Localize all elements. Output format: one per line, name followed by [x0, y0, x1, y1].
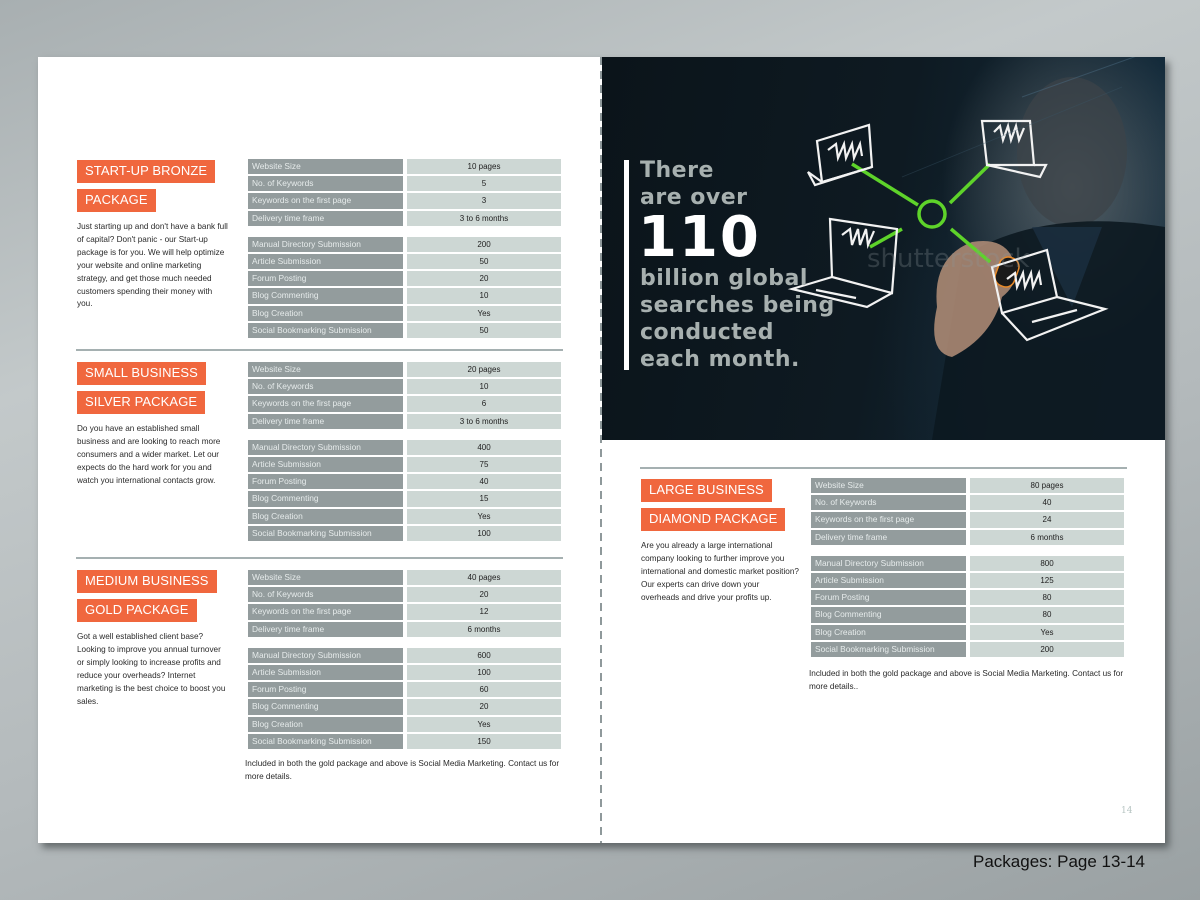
row-value: 20 — [407, 699, 561, 714]
row-value: 60 — [407, 682, 561, 697]
table-row — [248, 378, 561, 395]
row-label: Social Bookmarking Submission — [811, 642, 966, 657]
hero-number: 110 — [638, 205, 761, 270]
row-value: 80 — [970, 607, 1124, 622]
group-gap — [248, 430, 561, 439]
table-row — [248, 175, 561, 192]
row-value: 6 months — [970, 530, 1124, 545]
package-gold-table — [248, 569, 561, 750]
row-label: Blog Commenting — [248, 491, 403, 506]
row-value: 150 — [407, 734, 561, 749]
watermark-text: shutterstock — [867, 244, 1030, 274]
row-label: Social Bookmarking Submission — [248, 323, 403, 338]
row-value: 6 — [407, 396, 561, 411]
row-label: Blog Creation — [248, 717, 403, 732]
hero-accent-bar — [624, 160, 629, 370]
row-label: Forum Posting — [248, 682, 403, 697]
row-value: 40 — [407, 474, 561, 489]
table-row — [248, 508, 561, 525]
section-divider — [76, 349, 563, 351]
row-value: 20 — [407, 587, 561, 602]
row-value: 50 — [407, 254, 561, 269]
table-row — [248, 569, 561, 586]
row-value: 50 — [407, 323, 561, 338]
table-row — [248, 698, 561, 715]
row-value: 40 — [970, 495, 1124, 510]
table-row — [248, 158, 561, 175]
hero-line: conducted — [640, 320, 774, 345]
row-value: 10 — [407, 379, 561, 394]
row-label: Website Size — [811, 478, 966, 493]
table-row — [248, 621, 561, 638]
package-note: Included in both the gold package and above is Social Media Marketing. Contact us for more details. — [245, 759, 560, 781]
row-label: Delivery time frame — [248, 211, 403, 226]
row-label: Article Submission — [248, 254, 403, 269]
row-value: 10 — [407, 288, 561, 303]
row-value: 80 — [970, 590, 1124, 605]
table-row — [248, 586, 561, 603]
table-row — [811, 589, 1124, 606]
row-value: 100 — [407, 526, 561, 541]
row-label: Delivery time frame — [248, 622, 403, 637]
row-value: 800 — [970, 556, 1124, 571]
table-row — [248, 456, 561, 473]
table-row — [248, 733, 561, 750]
table-row — [248, 413, 561, 430]
package-title-line1: SMALL BUSINESS — [77, 362, 206, 385]
row-label: Article Submission — [248, 665, 403, 680]
package-title-line1: MEDIUM BUSINESS — [77, 570, 217, 593]
row-value: 15 — [407, 491, 561, 506]
row-value: 12 — [407, 604, 561, 619]
row-label: Keywords on the first page — [811, 512, 966, 527]
table-row — [248, 439, 561, 456]
row-value: Yes — [407, 717, 561, 732]
table-row — [248, 395, 561, 412]
package-description: Got a well established client base? Looking to improve you annual turnover or simply looking to increase profits and reduce your overheads? Internet marketing is the best choice to boost you sales. — [77, 632, 226, 706]
package-title-line1: LARGE BUSINESS — [641, 479, 772, 502]
row-label: No. of Keywords — [248, 379, 403, 394]
hero-image — [602, 57, 1165, 440]
group-gap — [248, 638, 561, 647]
row-value: 125 — [970, 573, 1124, 588]
table-row — [248, 716, 561, 733]
table-row — [248, 210, 561, 227]
table-row — [811, 477, 1124, 494]
package-description: Are you already a large international company looking to further improve you international and domestic market position? Our experts can drive down your overheads and drive your profits up. — [641, 541, 799, 602]
table-row — [248, 525, 561, 542]
hero-line: billion global — [640, 266, 808, 291]
hero-line: are over — [640, 185, 748, 210]
package-diamond-header — [641, 479, 799, 605]
table-row — [248, 322, 561, 339]
row-label: Delivery time frame — [811, 530, 966, 545]
table-row — [248, 664, 561, 681]
package-title-line2: DIAMOND PACKAGE — [641, 508, 785, 531]
row-value: 75 — [407, 457, 561, 472]
table-row — [248, 490, 561, 507]
row-label: Blog Creation — [811, 625, 966, 640]
table-row — [811, 494, 1124, 511]
row-value: Yes — [970, 625, 1124, 640]
package-note: Included in both the gold package and above is Social Media Marketing. Contact us for more details.. — [809, 669, 1124, 691]
page-number: 14 — [1121, 806, 1133, 816]
row-label: No. of Keywords — [811, 495, 966, 510]
row-label: Blog Commenting — [248, 699, 403, 714]
table-row — [811, 624, 1124, 641]
row-label: Keywords on the first page — [248, 396, 403, 411]
row-value: 3 — [407, 193, 561, 208]
package-bronze-header — [77, 160, 229, 311]
package-diamond-table — [811, 477, 1124, 658]
row-value: 24 — [970, 512, 1124, 527]
row-label: Forum Posting — [248, 271, 403, 286]
row-label: Blog Creation — [248, 509, 403, 524]
row-value: 200 — [970, 642, 1124, 657]
row-label: Blog Creation — [248, 306, 403, 321]
package-title-line2: SILVER PACKAGE — [77, 391, 205, 414]
table-row — [248, 361, 561, 378]
row-value: 600 — [407, 648, 561, 663]
row-label: Manual Directory Submission — [248, 648, 403, 663]
row-label: Social Bookmarking Submission — [248, 526, 403, 541]
row-value: 200 — [407, 237, 561, 252]
row-label: Website Size — [248, 570, 403, 585]
table-row — [811, 529, 1124, 546]
row-label: No. of Keywords — [248, 587, 403, 602]
row-label: Forum Posting — [811, 590, 966, 605]
package-description: Just starting up and don't have a bank full of capital? Don't panic - our Start-up package is for you. We will help optimize your website and online marketing strategy, and get those much needed customers spending their money with you. — [77, 222, 228, 309]
row-value: 40 pages — [407, 570, 561, 585]
table-row — [248, 253, 561, 270]
hero-statistic — [640, 157, 835, 373]
row-label: Article Submission — [248, 457, 403, 472]
row-value: 3 to 6 months — [407, 414, 561, 429]
table-row — [811, 572, 1124, 589]
table-row — [811, 641, 1124, 658]
row-label: Blog Commenting — [248, 288, 403, 303]
package-bronze-table — [248, 158, 561, 339]
row-value: 80 pages — [970, 478, 1124, 493]
row-value: 5 — [407, 176, 561, 191]
table-row — [248, 647, 561, 664]
row-label: Keywords on the first page — [248, 604, 403, 619]
row-value: 3 to 6 months — [407, 211, 561, 226]
table-row — [248, 287, 561, 304]
package-title-line2: PACKAGE — [77, 189, 156, 212]
table-row — [248, 192, 561, 209]
table-row — [811, 511, 1124, 528]
row-label: Manual Directory Submission — [248, 237, 403, 252]
table-row — [248, 305, 561, 322]
hero-line: searches being — [640, 293, 835, 318]
row-label: No. of Keywords — [248, 176, 403, 191]
table-row — [248, 236, 561, 253]
hero-line: There — [640, 158, 714, 183]
row-value: Yes — [407, 509, 561, 524]
image-caption: Packages: Page 13-14 — [973, 852, 1146, 871]
row-label: Social Bookmarking Submission — [248, 734, 403, 749]
row-value: 6 months — [407, 622, 561, 637]
row-value: 20 — [407, 271, 561, 286]
row-label: Article Submission — [811, 573, 966, 588]
package-title-line1: START-UP BRONZE — [77, 160, 215, 183]
row-label: Delivery time frame — [248, 414, 403, 429]
section-divider — [640, 467, 1127, 469]
row-value: Yes — [407, 306, 561, 321]
row-label: Manual Directory Submission — [248, 440, 403, 455]
row-value: 100 — [407, 665, 561, 680]
row-label: Blog Commenting — [811, 607, 966, 622]
hero-line: each month. — [640, 347, 800, 372]
row-label: Manual Directory Submission — [811, 556, 966, 571]
group-gap — [811, 546, 1124, 555]
package-silver-table — [248, 361, 561, 542]
row-label: Website Size — [248, 159, 403, 174]
table-row — [811, 606, 1124, 623]
table-row — [811, 555, 1124, 572]
section-divider — [76, 557, 563, 559]
row-value: 400 — [407, 440, 561, 455]
group-gap — [248, 227, 561, 236]
row-value: 20 pages — [407, 362, 561, 377]
row-label: Forum Posting — [248, 474, 403, 489]
package-gold-header — [77, 570, 229, 708]
row-value: 10 pages — [407, 159, 561, 174]
row-label: Website Size — [248, 362, 403, 377]
package-silver-header — [77, 362, 229, 488]
table-row — [248, 270, 561, 287]
package-description: Do you have an established small business and are looking to reach more consumers and a wider market. Let our expects do the hard work for you and watch you international contacts grow. — [77, 424, 221, 485]
row-label: Keywords on the first page — [248, 193, 403, 208]
table-row — [248, 681, 561, 698]
table-row — [248, 603, 561, 620]
package-title-line2: GOLD PACKAGE — [77, 599, 197, 622]
table-row — [248, 473, 561, 490]
